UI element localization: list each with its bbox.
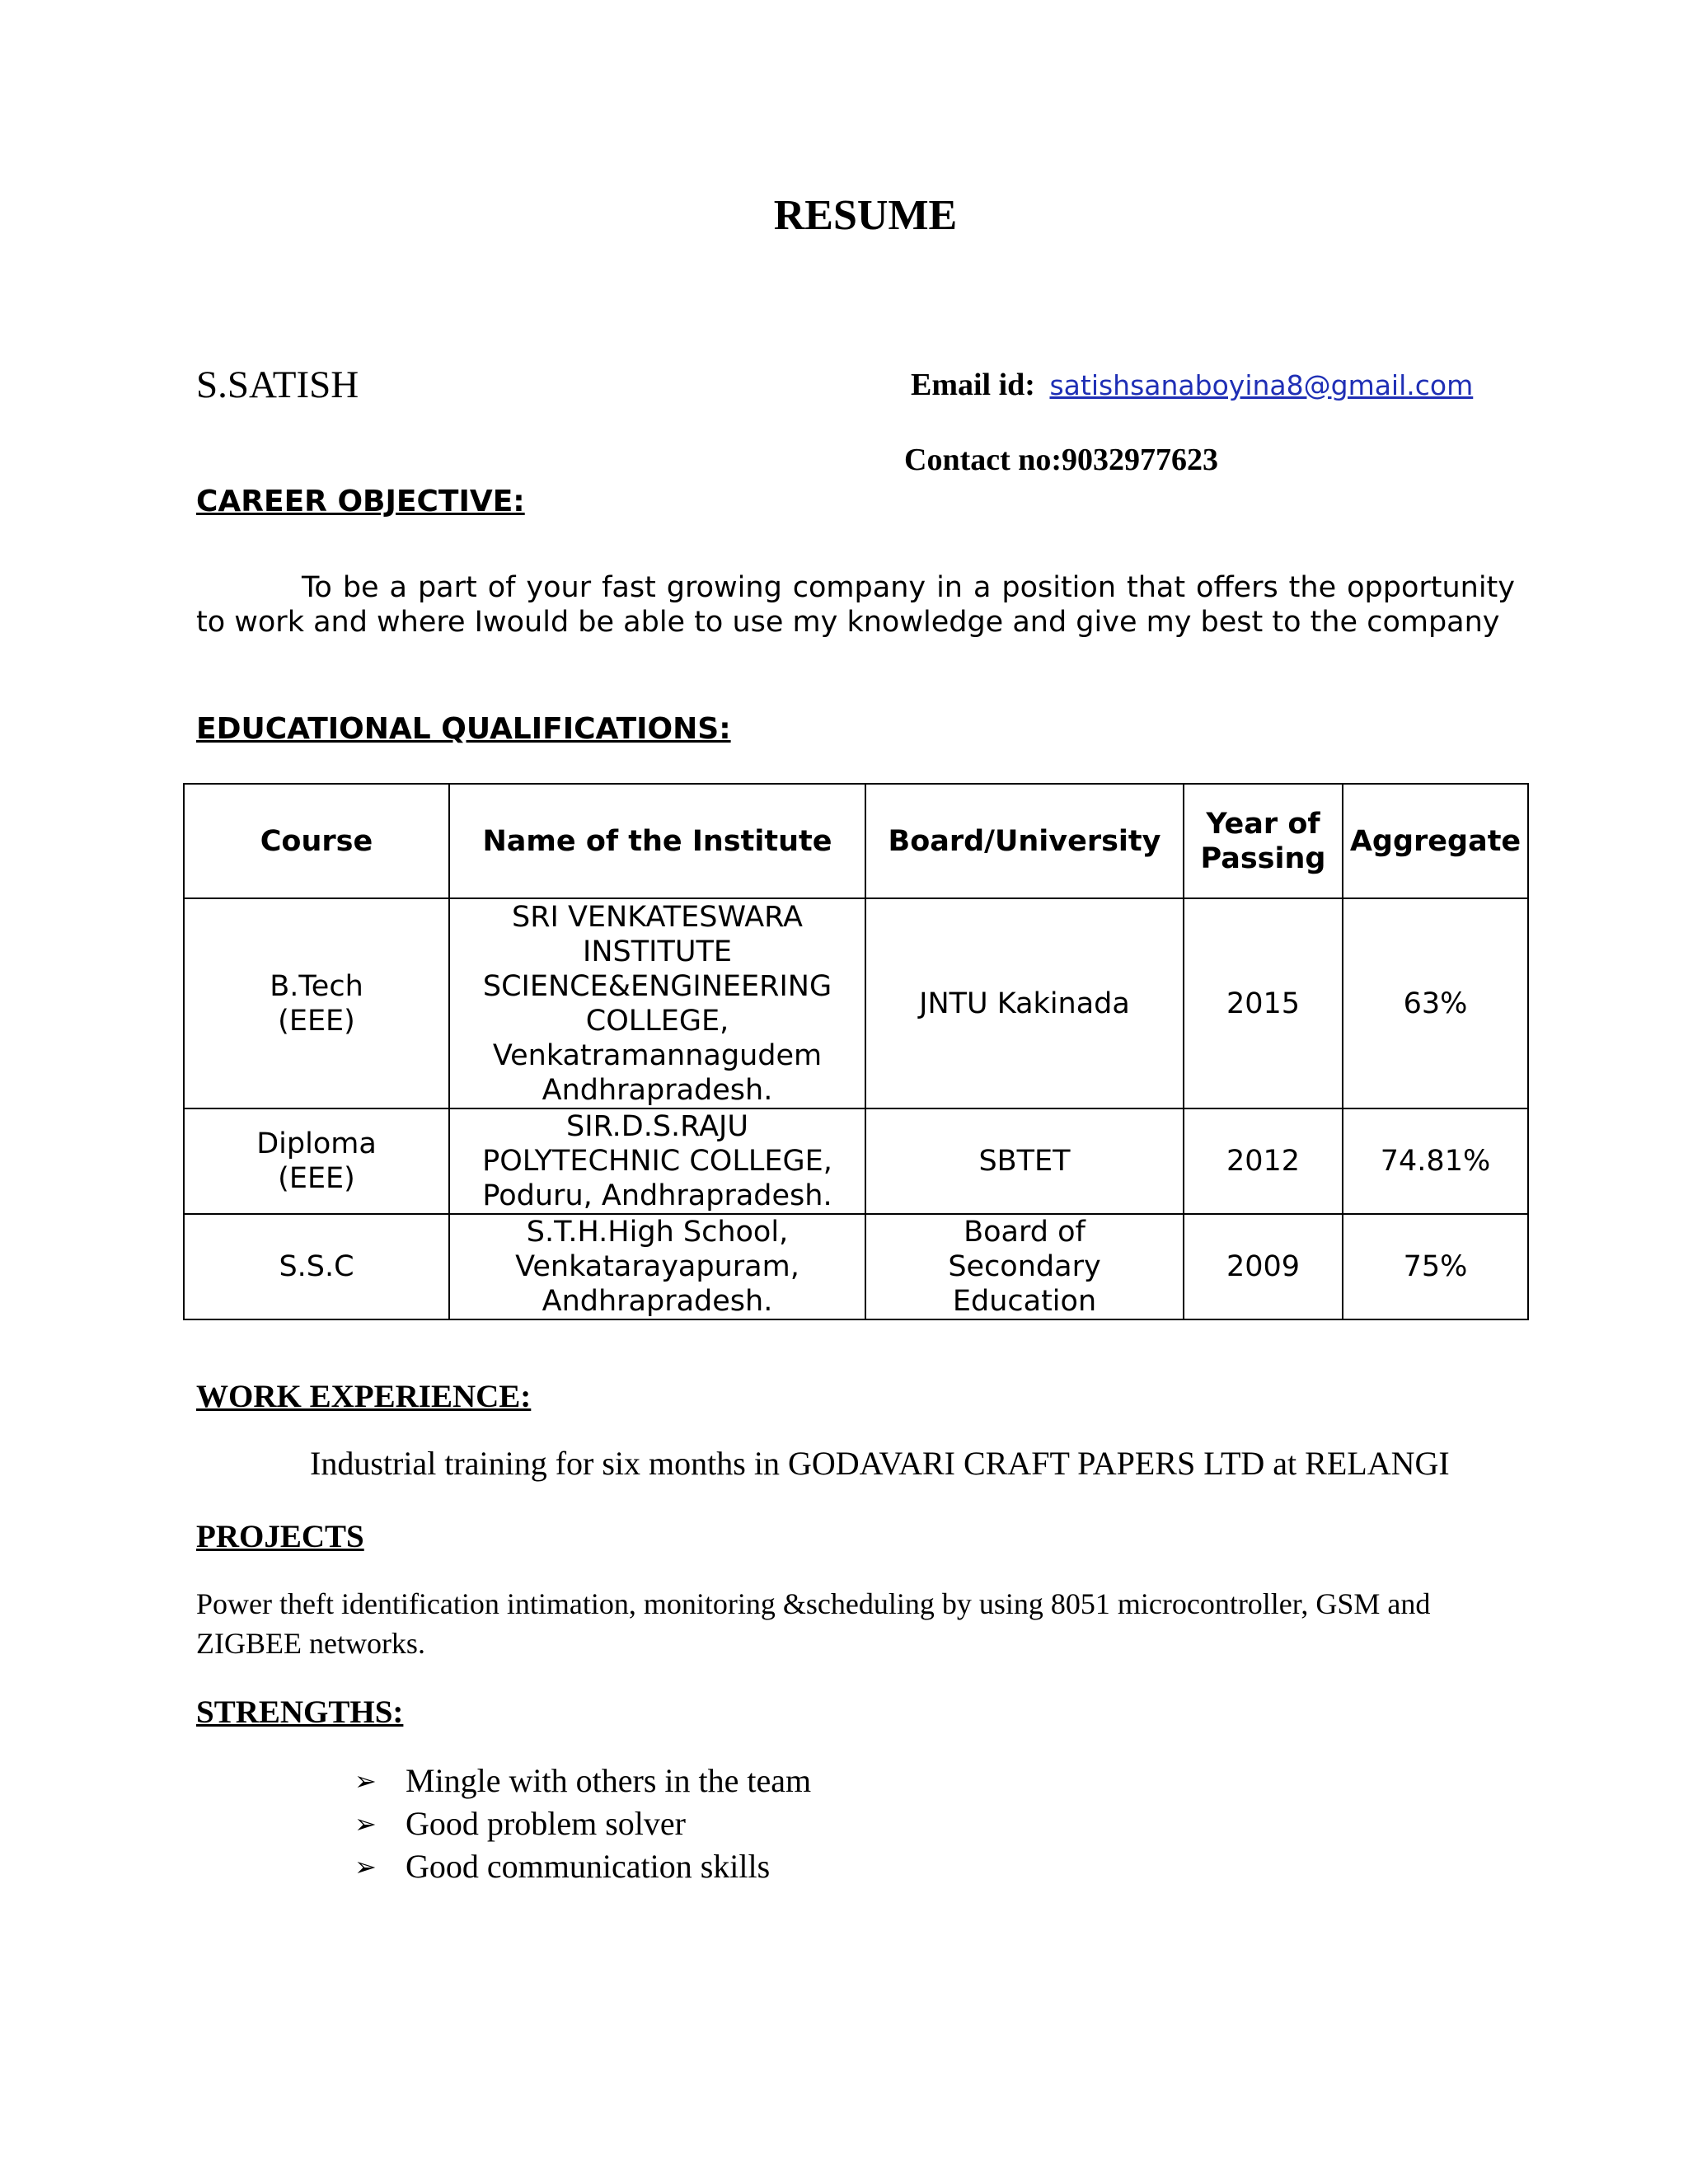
course-cell: S.S.C [184, 1214, 449, 1319]
projects-heading: PROJECTS [196, 1519, 364, 1554]
arrowhead-bullet-icon: ➢ [354, 1765, 377, 1797]
aggregate-cell: 63% [1343, 898, 1528, 1108]
strengths-heading: STRENGTHS: [196, 1694, 404, 1730]
institute-cell: SIR.D.S.RAJU POLYTECHNIC COLLEGE, Poduru, Andhrapradesh. [449, 1108, 865, 1214]
table-row [184, 898, 1528, 1108]
strengths-list [354, 1760, 811, 1888]
column-header: Course [184, 784, 449, 898]
board-cell: Board of Secondary Education [865, 1214, 1184, 1319]
year-cell: 2009 [1184, 1214, 1343, 1319]
course-cell: B.Tech (EEE) [184, 898, 449, 1108]
email-line [911, 367, 1473, 403]
email-link[interactable]: satishsanaboyina8@gmail.com [1049, 369, 1474, 401]
arrowhead-bullet-icon: ➢ [354, 1808, 377, 1840]
column-header: Name of the Institute [449, 784, 865, 898]
contact-number: Contact no:9032977623 [904, 443, 1219, 477]
year-cell: 2015 [1184, 898, 1343, 1108]
aggregate-cell: 75% [1343, 1214, 1528, 1319]
career-objective-body: To be a part of your fast growing company in a position that offers the opportunity to work and where Iwould be able to use my knowledge and give my best to the company [196, 571, 1515, 639]
education-table [183, 783, 1529, 1320]
strength-text: Mingle with others in the team [406, 1762, 812, 1799]
list-item [354, 1845, 811, 1888]
career-objective-text [196, 570, 1515, 640]
year-cell: 2012 [1184, 1108, 1343, 1214]
column-header: Board/University [865, 784, 1184, 898]
strength-text: Good communication skills [406, 1848, 771, 1885]
board-cell: SBTET [865, 1108, 1184, 1214]
board-cell: JNTU Kakinada [865, 898, 1184, 1108]
table-header-row [184, 784, 1528, 898]
aggregate-cell: 74.81% [1343, 1108, 1528, 1214]
strength-text: Good problem solver [406, 1805, 686, 1842]
table-row [184, 1108, 1528, 1214]
email-label: Email id: [911, 368, 1035, 402]
column-header: Aggregate [1343, 784, 1528, 898]
education-heading: EDUCATIONAL QUALIFICATIONS: [196, 712, 731, 746]
institute-cell: SRI VENKATESWARA INSTITUTE SCIENCE&ENGINEERING COLLEGE, Venkatramannagudem Andhrapradesh. [449, 898, 865, 1108]
project-description: Power theft identification intimation, monitoring &scheduling by using 8051 microcontroller, GSM and ZIGBEE networks. [196, 1587, 1431, 1660]
arrowhead-bullet-icon: ➢ [354, 1851, 377, 1882]
column-header: Year of Passing [1184, 784, 1343, 898]
career-objective-heading: CAREER OBJECTIVE: [196, 485, 525, 518]
applicant-name: S.SATISH [196, 363, 359, 406]
table-row [184, 1214, 1528, 1319]
course-cell: Diploma (EEE) [184, 1108, 449, 1214]
institute-cell: S.T.H.High School, Venkatarayapuram, Andhrapradesh. [449, 1214, 865, 1319]
work-experience-text: Industrial training for six months in GODAVARI CRAFT PAPERS LTD at RELANGI [310, 1445, 1450, 1482]
resume-title: RESUME [773, 192, 958, 239]
list-item [354, 1802, 811, 1845]
work-experience-heading: WORK EXPERIENCE: [196, 1379, 532, 1414]
list-item [354, 1760, 811, 1802]
